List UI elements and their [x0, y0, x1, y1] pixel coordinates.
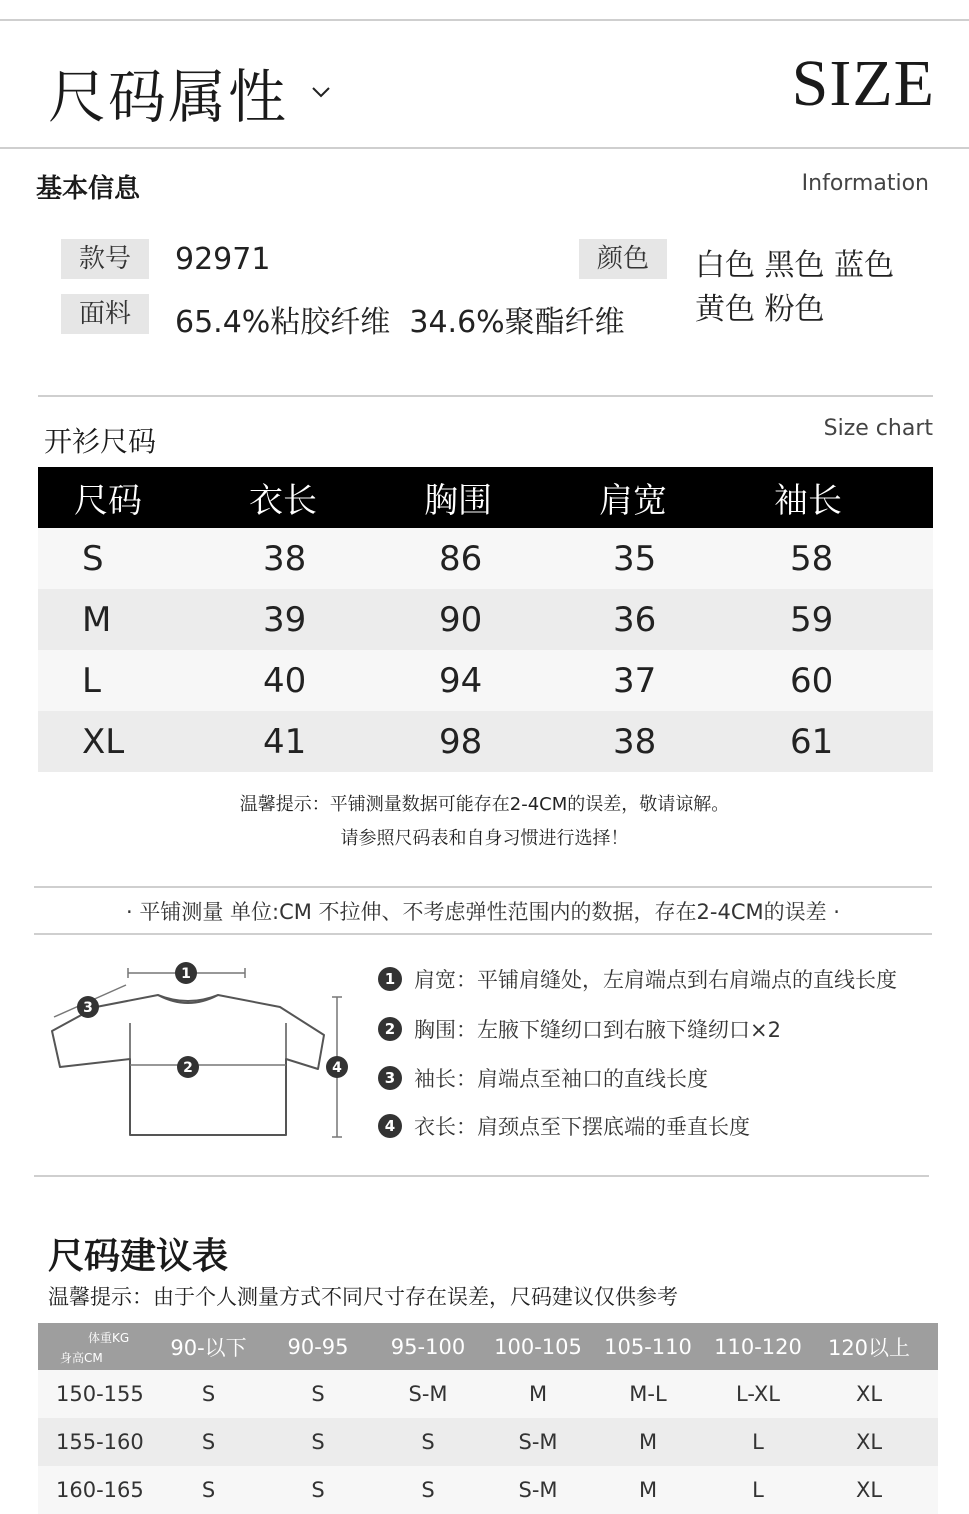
size-cell: XL — [855, 1382, 883, 1406]
size-cell: S-M — [408, 1382, 448, 1406]
size-cell: L — [752, 1478, 764, 1502]
colors-line-2: 黄色 粉色 — [695, 292, 825, 327]
legend-chest — [378, 1014, 781, 1044]
legend-sleeve — [378, 1063, 708, 1093]
legend-text: 袖长：肩端点至袖口的直线长度 — [414, 1067, 708, 1091]
diagram-badge-3 — [77, 996, 99, 1018]
number-badge-icon: 1 — [378, 967, 402, 991]
header-sleeve: 袖长 — [774, 481, 842, 521]
fabric-value: 65.4%粘胶纤维 34.6%聚酯纤维 — [175, 305, 625, 340]
weight-col: 90-95 — [287, 1334, 349, 1359]
length-cell: 40 — [263, 660, 307, 701]
size-cell: XL — [855, 1478, 883, 1502]
header-length: 衣长 — [249, 481, 317, 521]
corner-weight: 体重KG — [88, 1331, 130, 1345]
basic-info-title: 基本信息 — [36, 174, 141, 204]
basic-info-divider — [38, 395, 933, 397]
table-row — [38, 650, 933, 711]
diagram-divider — [34, 1175, 929, 1177]
page-title — [48, 50, 332, 134]
style-value: 92971 — [175, 242, 271, 277]
table-row — [38, 1418, 938, 1466]
legend-shoulder — [378, 964, 897, 994]
header-size: 尺码 — [74, 481, 142, 521]
table-row — [38, 528, 933, 589]
size-chart-table — [38, 467, 933, 772]
size-cell: S — [82, 538, 104, 579]
measure-bottom-divider — [34, 933, 932, 935]
sleeve-cell: 58 — [790, 538, 834, 579]
size-chart-title-en: Size chart — [823, 416, 933, 441]
weight-col: 120以上 — [827, 1335, 911, 1360]
chest-cell: 90 — [439, 599, 483, 640]
weight-col: 105-110 — [604, 1334, 692, 1359]
size-cell: M — [638, 1430, 658, 1454]
header-divider — [0, 147, 969, 149]
weight-col: 100-105 — [494, 1334, 582, 1359]
legend-text: 肩宽：平铺肩缝处，左肩端点到右肩端点的直线长度 — [414, 968, 897, 992]
size-cell: S — [201, 1478, 216, 1502]
number-badge-icon: 2 — [378, 1017, 402, 1041]
size-note-line-2: 请参照尺码表和自身习惯进行选择！ — [340, 828, 629, 849]
size-cell: S — [311, 1430, 325, 1454]
size-chart-header-row — [38, 467, 933, 528]
size-cell: S — [421, 1478, 435, 1502]
table-row — [38, 589, 933, 650]
size-cell: S — [311, 1478, 325, 1502]
header-shoulder: 肩宽 — [599, 481, 667, 521]
measure-top-divider — [34, 886, 932, 888]
recommend-title: 尺码建议表 — [48, 1236, 229, 1277]
diagram-badge-1 — [175, 962, 197, 984]
size-heading: SIZE — [791, 47, 935, 120]
size-cell: S-M — [518, 1430, 558, 1454]
recommend-tip: 温馨提示：由于个人测量方式不同尺寸存在误差，尺码建议仅供参考 — [48, 1285, 678, 1309]
chest-cell: 86 — [439, 538, 483, 579]
size-chart-title: 开衫尺码 — [44, 425, 157, 458]
chevron-down-icon[interactable] — [310, 81, 332, 103]
top-divider — [0, 19, 969, 21]
size-cell: S — [201, 1430, 216, 1454]
recommend-table — [38, 1323, 938, 1514]
chest-cell: 94 — [439, 660, 483, 701]
shoulder-cell: 37 — [613, 660, 657, 701]
size-cell: L — [82, 660, 101, 701]
color-label: 颜色 — [579, 239, 667, 279]
weight-col: 95-100 — [390, 1334, 466, 1359]
size-cell: M — [638, 1478, 658, 1502]
diagram-badge-4 — [326, 1056, 348, 1078]
number-badge-icon: 3 — [378, 1066, 402, 1090]
table-row — [38, 1370, 938, 1418]
header-chest: 胸围 — [424, 481, 492, 521]
weight-col: 90-以下 — [170, 1335, 247, 1360]
legend-length — [378, 1111, 750, 1141]
legend-text: 衣长：肩颈点至下摆底端的垂直长度 — [414, 1115, 750, 1139]
size-cell: L — [752, 1430, 764, 1454]
basic-info-title-en: Information — [801, 171, 929, 196]
size-cell: M — [528, 1382, 548, 1406]
size-cell: S-M — [518, 1478, 558, 1502]
page-title-text: 尺码属性 — [48, 63, 289, 131]
sleeve-cell: 59 — [790, 599, 834, 640]
size-cell: S — [421, 1430, 435, 1454]
size-cell: XL — [855, 1430, 883, 1454]
height-cell: 155-160 — [56, 1430, 144, 1454]
shoulder-cell: 38 — [613, 721, 657, 762]
length-cell: 41 — [263, 721, 307, 762]
table-row — [38, 711, 933, 772]
diagram-badge-2 — [177, 1056, 199, 1078]
length-cell: 39 — [263, 599, 307, 640]
chest-cell: 98 — [439, 721, 483, 762]
size-cell: M — [82, 599, 112, 640]
style-label: 款号 — [61, 239, 149, 279]
size-cell: M-L — [629, 1382, 667, 1406]
recommend-header-row — [38, 1323, 938, 1370]
measure-banner: · 平铺测量 单位:CM 不拉伸、不考虑弹性范围内的数据，存在2-4CM的误差 · — [126, 900, 840, 924]
height-cell: 160-165 — [56, 1478, 144, 1502]
svg-text:2: 2 — [183, 1060, 193, 1076]
corner-height: 身高CM — [60, 1351, 103, 1365]
table-row — [38, 1466, 938, 1514]
fabric-label: 面料 — [61, 294, 149, 334]
size-note-line-1: 温馨提示：平铺测量数据可能存在2-4CM的误差，敬请谅解。 — [239, 794, 730, 815]
size-cell: L-XL — [736, 1382, 780, 1406]
garment-diagram — [40, 955, 360, 1155]
shoulder-cell: 36 — [613, 599, 657, 640]
number-badge-icon: 4 — [378, 1114, 402, 1138]
length-cell: 38 — [263, 538, 307, 579]
corner-cell — [38, 1323, 155, 1370]
colors-line-1: 白色 黑色 蓝色 — [695, 248, 895, 283]
shoulder-cell: 35 — [613, 538, 657, 579]
size-cell: S — [201, 1382, 216, 1406]
size-cell: XL — [82, 721, 125, 762]
height-cell: 150-155 — [56, 1382, 144, 1406]
sleeve-cell: 61 — [790, 721, 834, 762]
weight-col: 110-120 — [714, 1334, 802, 1359]
size-cell: S — [311, 1382, 325, 1406]
svg-text:3: 3 — [83, 1000, 93, 1016]
legend-text: 胸围：左腋下缝纫口到右腋下缝纫口×2 — [414, 1018, 781, 1042]
svg-text:4: 4 — [332, 1060, 342, 1076]
svg-text:1: 1 — [181, 966, 191, 982]
sleeve-cell: 60 — [790, 660, 834, 701]
